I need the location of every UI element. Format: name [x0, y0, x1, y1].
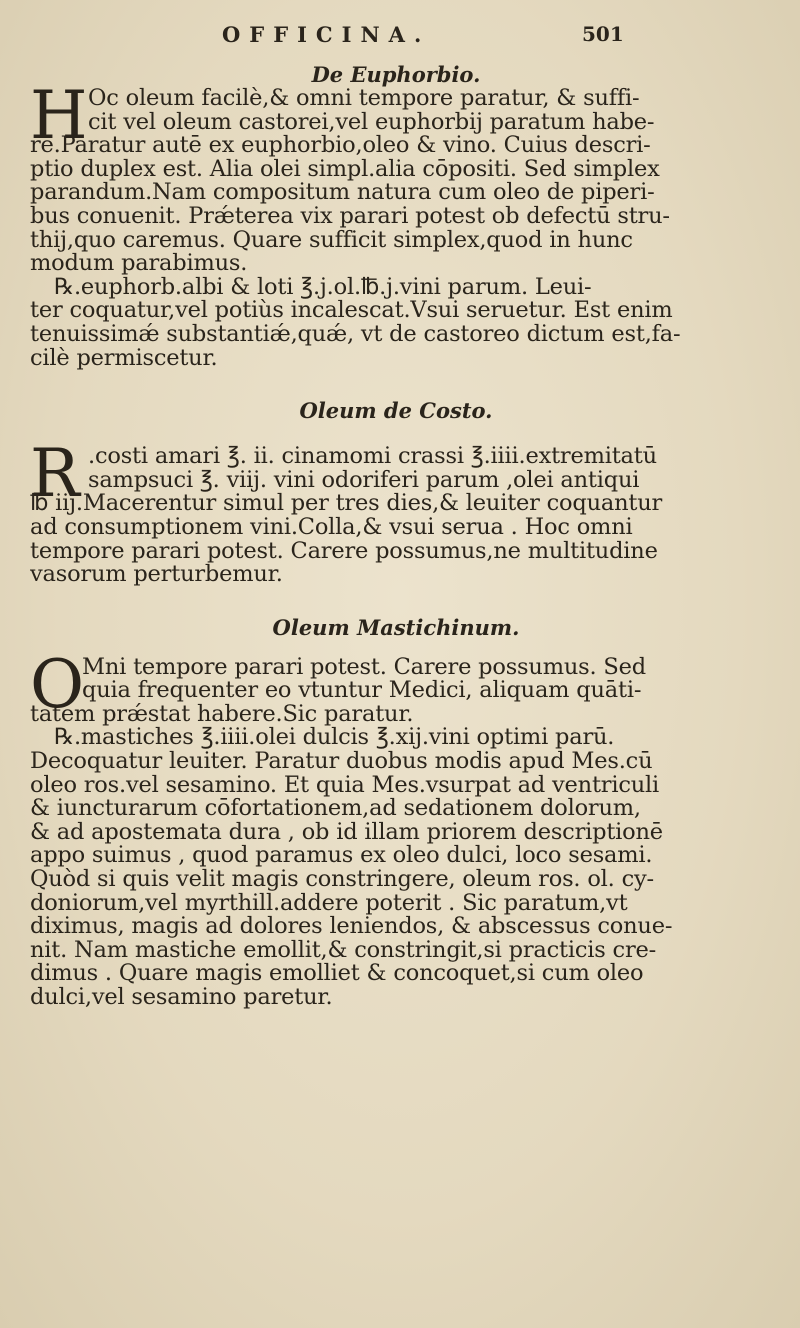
paragraph-costus: [30, 435, 762, 587]
text-line: dulci,vel sesamino paretur.: [30, 986, 333, 1010]
section-title-euphorbium: De Euphorbio.: [311, 62, 481, 87]
text-line: sampsuci ℥. viij. vini odoriferi parum ,olei antiqui: [88, 468, 640, 493]
text-line: ℔ iij.Macerentur simul per tres dies,& leuiter coquantur: [30, 492, 663, 516]
text-line: oleo ros.vel sesamino. Et quia Mes.vsurpat ad ventriculi: [30, 773, 660, 798]
text-line: modum parabimus.: [30, 252, 248, 276]
text-line: re.Paratur autē ex euphorbio,oleo & vino. Cuius descri-: [30, 134, 651, 158]
text-line: quia frequenter eo vtuntur Medici, aliquam quāti-: [82, 679, 642, 703]
text-block: [30, 62, 762, 1010]
text-line: Quòd si quis velit magis constringere, oleum ros. ol. cy-: [30, 868, 654, 892]
text-line: tatem prǽstat habere.Sic paratur.: [30, 702, 414, 727]
initial-letter: R: [30, 435, 80, 513]
text-line: cilè permiscetur.: [30, 346, 218, 371]
page-number: 501: [582, 22, 624, 46]
text-line: ℞.euphorb.albi & loti ℥.j.ol.℔.j.vini parum. Leui-: [54, 275, 592, 300]
text-line: tenuissimǽ substantiǽ,quǽ, vt de castoreo dictum est,fa-: [30, 322, 681, 347]
text-line: doniorum,vel myrthill.addere poterit . Sic paratum,vt: [30, 891, 628, 916]
initial-letter: H: [30, 77, 88, 154]
text-line: ptio duplex est. Alia olei simpl.alia cōpositi. Sed simplex: [30, 157, 660, 182]
text-line: & ad apostemata dura , ob id illam priorem descriptionē: [30, 820, 663, 845]
text-line: ℞.mastiches ℥.iiii.olei dulcis ℥.xij.vini optimi parū.: [54, 726, 615, 751]
text-line: parandum.Nam compositum natura cum oleo de piperi-: [30, 181, 655, 205]
text-line: diximus, magis ad dolores leniendos, & abscessus conue-: [30, 915, 673, 939]
text-line: nit. Nam mastiche emollit,& constringit,si practicis cre-: [30, 938, 657, 963]
text-line: cit vel oleum castorei,vel euphorbij paratum habe-: [88, 110, 655, 135]
running-title: OFFICINA.: [222, 22, 431, 47]
text-line: appo suimus , quod paramus ex oleo dulci, loco sesami.: [30, 844, 653, 869]
paragraph-euphorbium: [30, 77, 762, 371]
text-line: tempore parari potest. Carere possumus,ne multitudine: [30, 539, 658, 564]
text-line: & iuncturarum cōfortationem,ad sedationem dolorum,: [30, 797, 641, 821]
paragraph-mastichinum: [30, 645, 762, 1010]
text-line: Oc oleum facilè,& omni tempore paratur, & suffi-: [88, 87, 640, 111]
initial-letter: O: [30, 645, 85, 723]
text-line: ad consumptionem vini.Colla,& vsui serua . Hoc omni: [30, 515, 633, 540]
text-line: Decoquatur leuiter. Paratur duobus modis apud Mes.cū: [30, 750, 653, 774]
section-title-costus: Oleum de Costo.: [299, 398, 493, 424]
text-line: dimus . Quare magis emolliet & concoquet,si cum oleo: [30, 962, 644, 986]
text-line: .costi amari ℥. ii. cinamomi crassi ℥.iiii.extremitatū: [88, 445, 657, 469]
text-line: ter coquatur,vel potiùs incalescat.Vsui seruetur. Est enim: [30, 299, 673, 323]
section-title-mastichinum: Oleum Mastichinum.: [272, 614, 520, 640]
running-head: [0, 22, 800, 62]
text-line: thij,quo caremus. Quare sufficit simplex,quod in hunc: [30, 228, 633, 253]
text-line: vasorum perturbemur.: [30, 563, 283, 587]
text-line: Mni tempore parari potest. Carere possumus. Sed: [82, 655, 646, 680]
text-line: bus conuenit. Prǽterea vix parari potest ob defectū stru-: [30, 204, 670, 229]
